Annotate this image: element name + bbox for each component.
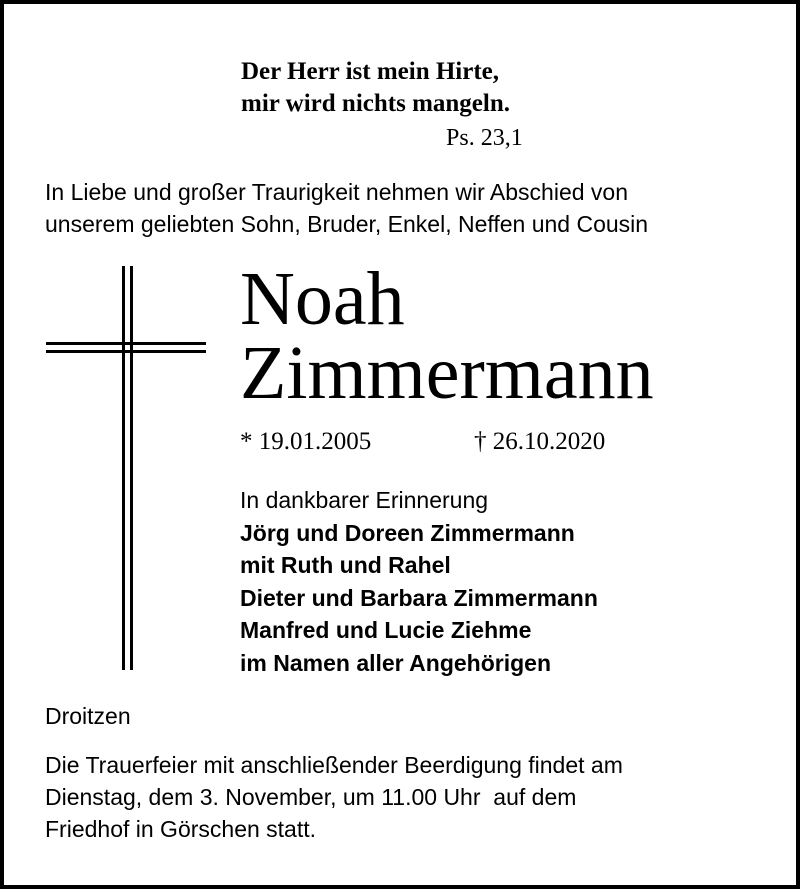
funeral-info — [45, 749, 623, 845]
birth-date: * 19.01.2005 — [240, 428, 372, 455]
deceased-last-name: Zimmermann — [240, 331, 654, 415]
verse-reference: Ps. 23,1 — [446, 125, 523, 151]
mourner-line: Jörg und Doreen Zimmermann — [240, 519, 575, 546]
mourner-line: mit Ruth und Rahel — [240, 552, 451, 578]
funeral-line-2: Dienstag, dem 3. November, um 11.00 Uhr auf dem — [45, 784, 577, 810]
verse-line-2: mir wird nichts mangeln. — [241, 90, 510, 117]
bible-verse — [241, 56, 510, 120]
place-name: Droitzen — [45, 703, 131, 729]
mourner-line: im Namen aller Angehörigen — [240, 649, 551, 676]
deceased-first-name: Noah — [240, 257, 405, 341]
mourners-block — [240, 484, 598, 679]
death-date: † 26.10.2020 — [474, 428, 606, 455]
intro-line-1: In Liebe und großer Traurigkeit nehmen wir Abschied von — [45, 179, 628, 205]
cross-icon — [44, 266, 208, 670]
mourner-line: Dieter und Barbara Zimmermann — [240, 584, 598, 611]
verse-line-1: Der Herr ist mein Hirte, — [241, 58, 500, 85]
deceased-name — [240, 257, 654, 415]
intro-text — [45, 176, 648, 240]
funeral-line-1: Die Trauerfeier mit anschließender Beerdigung findet am — [45, 752, 623, 778]
mourner-line: Manfred und Lucie Ziehme — [240, 617, 532, 643]
mourners-intro: In dankbarer Erinnerung — [240, 487, 489, 513]
intro-line-2: unserem geliebten Sohn, Bruder, Enkel, Neffen und Cousin — [45, 211, 649, 237]
funeral-line-3: Friedhof in Görschen statt. — [45, 816, 317, 842]
